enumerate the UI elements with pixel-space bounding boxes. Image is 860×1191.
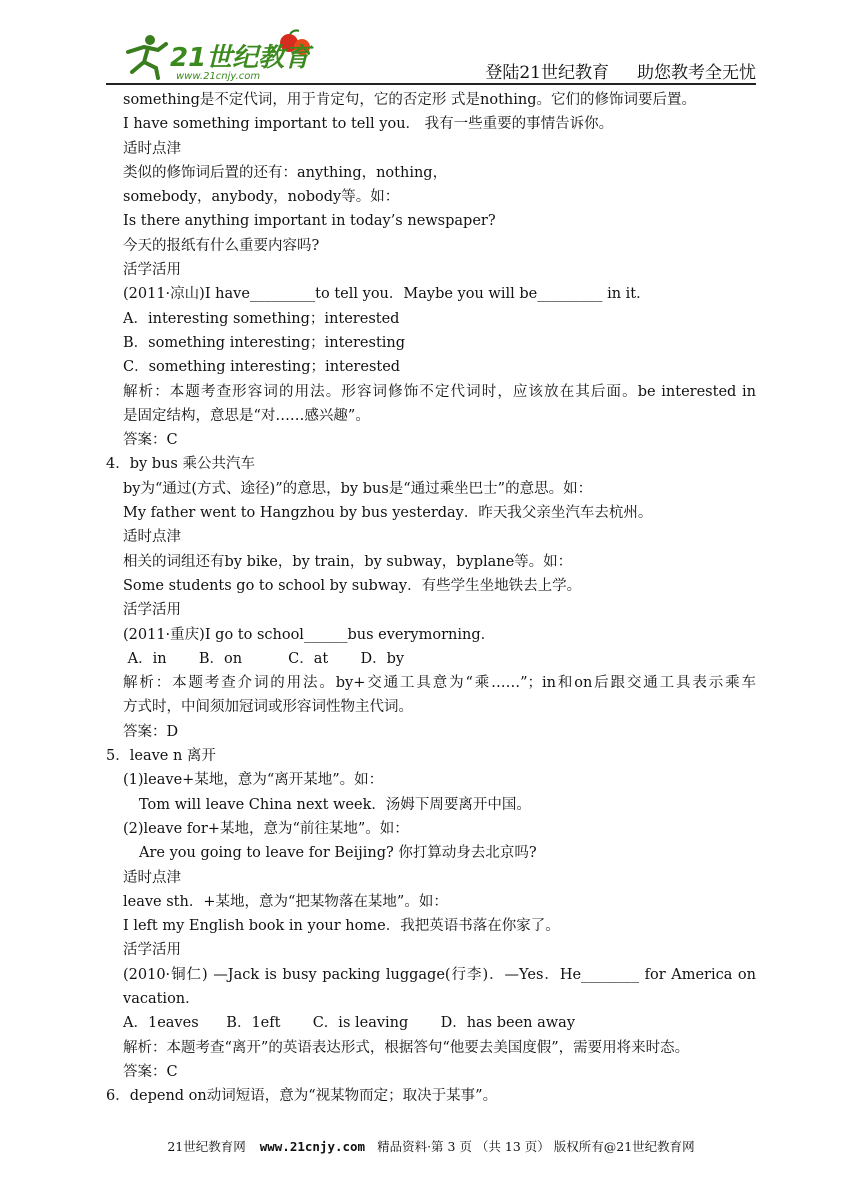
text-line: 相关的词组还有by bike，by train，by subway，byplane等。如： bbox=[123, 553, 573, 570]
page-header bbox=[106, 28, 756, 82]
text-line: Tom will leave China next week．汤姆下周要离开中国。 bbox=[139, 796, 531, 813]
text-line: Is there anything important in today’s newspaper? bbox=[123, 213, 496, 230]
text-line: 类似的修饰词后置的还有：anything，nothing， bbox=[123, 164, 448, 181]
option-line: A．interesting something；interested bbox=[123, 310, 400, 327]
text-line: 是固定结构，意思是“对……感兴趣”。 bbox=[123, 407, 370, 424]
site-logo bbox=[114, 28, 324, 82]
text-line: 解析：本题考查形容词的用法。形容词修饰不定代词时，应该放在其后面。be interested in bbox=[123, 383, 756, 400]
text-line: (2010·铜仁) —Jack is busy packing luggage(行李)．—Yes．He________ for America on bbox=[123, 966, 756, 983]
logo-text: 21世纪教育 bbox=[170, 43, 311, 73]
text-line: (2011·凉山)I have_________to tell you．Maybe you will be_________ in it． bbox=[123, 286, 651, 303]
logo-url: www.21cnjy.com bbox=[176, 71, 261, 82]
section-heading: 5．leave n 离开 bbox=[106, 748, 216, 765]
footer-left: 21世纪教育网 bbox=[167, 1139, 246, 1154]
answer-line: 答案：C bbox=[123, 1063, 178, 1080]
running-figure-icon bbox=[128, 35, 166, 78]
text-line: Are you going to leave for Beijing? 你打算动身去北京吗? bbox=[139, 845, 537, 862]
answer-line: 答案：C bbox=[123, 432, 178, 449]
text-line: somebody，anybody，nobody等。如： bbox=[123, 189, 400, 206]
text-line: 解析：本题考查介词的用法。by+交通工具意为“乘……”；in和on后跟交通工具表示乘车 bbox=[123, 675, 756, 692]
text-line: by为“通过(方式、途径)”的意思，by bus是“通过乘坐巴士”的意思。如： bbox=[123, 480, 593, 497]
text-line: vacation． bbox=[123, 990, 200, 1007]
text-line: 适时点津 bbox=[123, 869, 181, 886]
footer-site-link[interactable]: www.21cnjy.com bbox=[259, 1139, 366, 1154]
header-slogan bbox=[457, 58, 756, 83]
text-line: I left my English book in your home．我把英语书落在你家了。 bbox=[123, 918, 560, 935]
text-line: 适时点津 bbox=[123, 140, 181, 157]
section-heading: 6．depend on动词短语，意为“视某物而定；取决于某事”。 bbox=[106, 1088, 498, 1105]
footer-right: 精品资料·第 3 页 （共 13 页） 版权所有@21世纪教育网 bbox=[377, 1139, 695, 1154]
text-line: 方式时，中间须加冠词或形容词性物主代词。 bbox=[123, 699, 413, 716]
option-line: A．1eaves B．1eft C．is leaving D．has been away bbox=[123, 1015, 576, 1032]
header-rule bbox=[106, 83, 756, 85]
text-line: something是不定代词，用于肯定句，它的否定形 式是nothing。它们的修饰词要后置。 bbox=[123, 92, 697, 108]
slogan-left: 登陆21世纪教育 bbox=[485, 63, 609, 83]
option-line: A．in B．on C．at D．by bbox=[123, 650, 405, 667]
text-line: I have something important to tell you． 我有一些重要的事情告诉你。 bbox=[123, 116, 614, 133]
text-line: My father went to Hangzhou by bus yesterday．昨天我父亲坐汽车去杭州。 bbox=[123, 505, 653, 522]
text-line: 活学活用 bbox=[123, 262, 181, 279]
text-line: 活学活用 bbox=[123, 942, 181, 959]
text-line: (1)leave+某地，意为“离开某地”。如： bbox=[123, 772, 384, 789]
text-line: leave sth．+某地，意为“把某物落在某地”。如： bbox=[123, 893, 448, 910]
option-line: C．something interesting；interested bbox=[123, 359, 401, 376]
text-line: (2)leave for+某地，意为“前往某地”。如： bbox=[123, 820, 409, 837]
answer-line: 答案：D bbox=[123, 723, 179, 740]
text-line: 适时点津 bbox=[123, 529, 181, 546]
slogan-right: 助您教考全无忧 bbox=[637, 63, 756, 83]
page-footer bbox=[106, 1137, 756, 1155]
text-line: (2011·重庆)I go to school______bus everymorning． bbox=[123, 626, 496, 643]
text-line: 活学活用 bbox=[123, 602, 181, 619]
text-line: Some students go to school by subway．有些学生坐地铁去上学。 bbox=[123, 577, 582, 594]
option-line: B．something interesting；interesting bbox=[123, 334, 406, 351]
section-heading: 4．by bus 乘公共汽车 bbox=[106, 456, 255, 473]
document-body bbox=[106, 88, 756, 1108]
text-line: 解析：本题考查“离开”的英语表达形式，根据答句“他要去美国度假”，需要用将来时态。 bbox=[123, 1039, 690, 1056]
text-line: 今天的报纸有什么重要内容吗? bbox=[123, 237, 320, 254]
